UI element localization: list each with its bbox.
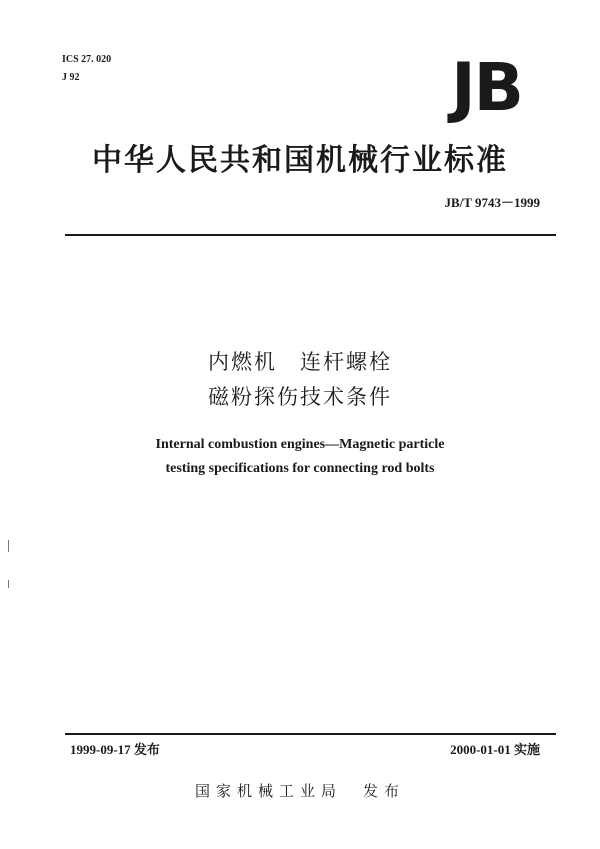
scan-mark xyxy=(8,580,9,588)
footer-divider xyxy=(65,733,556,735)
english-title-line-1: Internal combustion engines—Magnetic particle xyxy=(155,437,445,452)
header-divider xyxy=(65,234,556,236)
english-title-line-2: testing specifications for connecting rod bolts xyxy=(165,461,435,476)
implementation-date: 2000-01-01 实施 xyxy=(450,742,540,757)
chinese-title-line-1: 内燃机 连杆螺栓 xyxy=(208,350,392,374)
scan-mark xyxy=(8,540,9,552)
classification-code: J 92 xyxy=(62,72,80,83)
standard-title: 中华人民共和国机械行业标准 xyxy=(92,143,508,178)
chinese-title-line-2: 磁粉探伤技术条件 xyxy=(208,385,392,409)
issue-date: 1999-09-17 发布 xyxy=(70,742,160,757)
ics-code: ICS 27. 020 xyxy=(62,54,112,65)
jb-logo: JB xyxy=(451,49,522,126)
standard-number: JB/T 9743－1999 xyxy=(444,195,540,210)
publisher: 国家机械工业局 发布 xyxy=(194,782,405,800)
